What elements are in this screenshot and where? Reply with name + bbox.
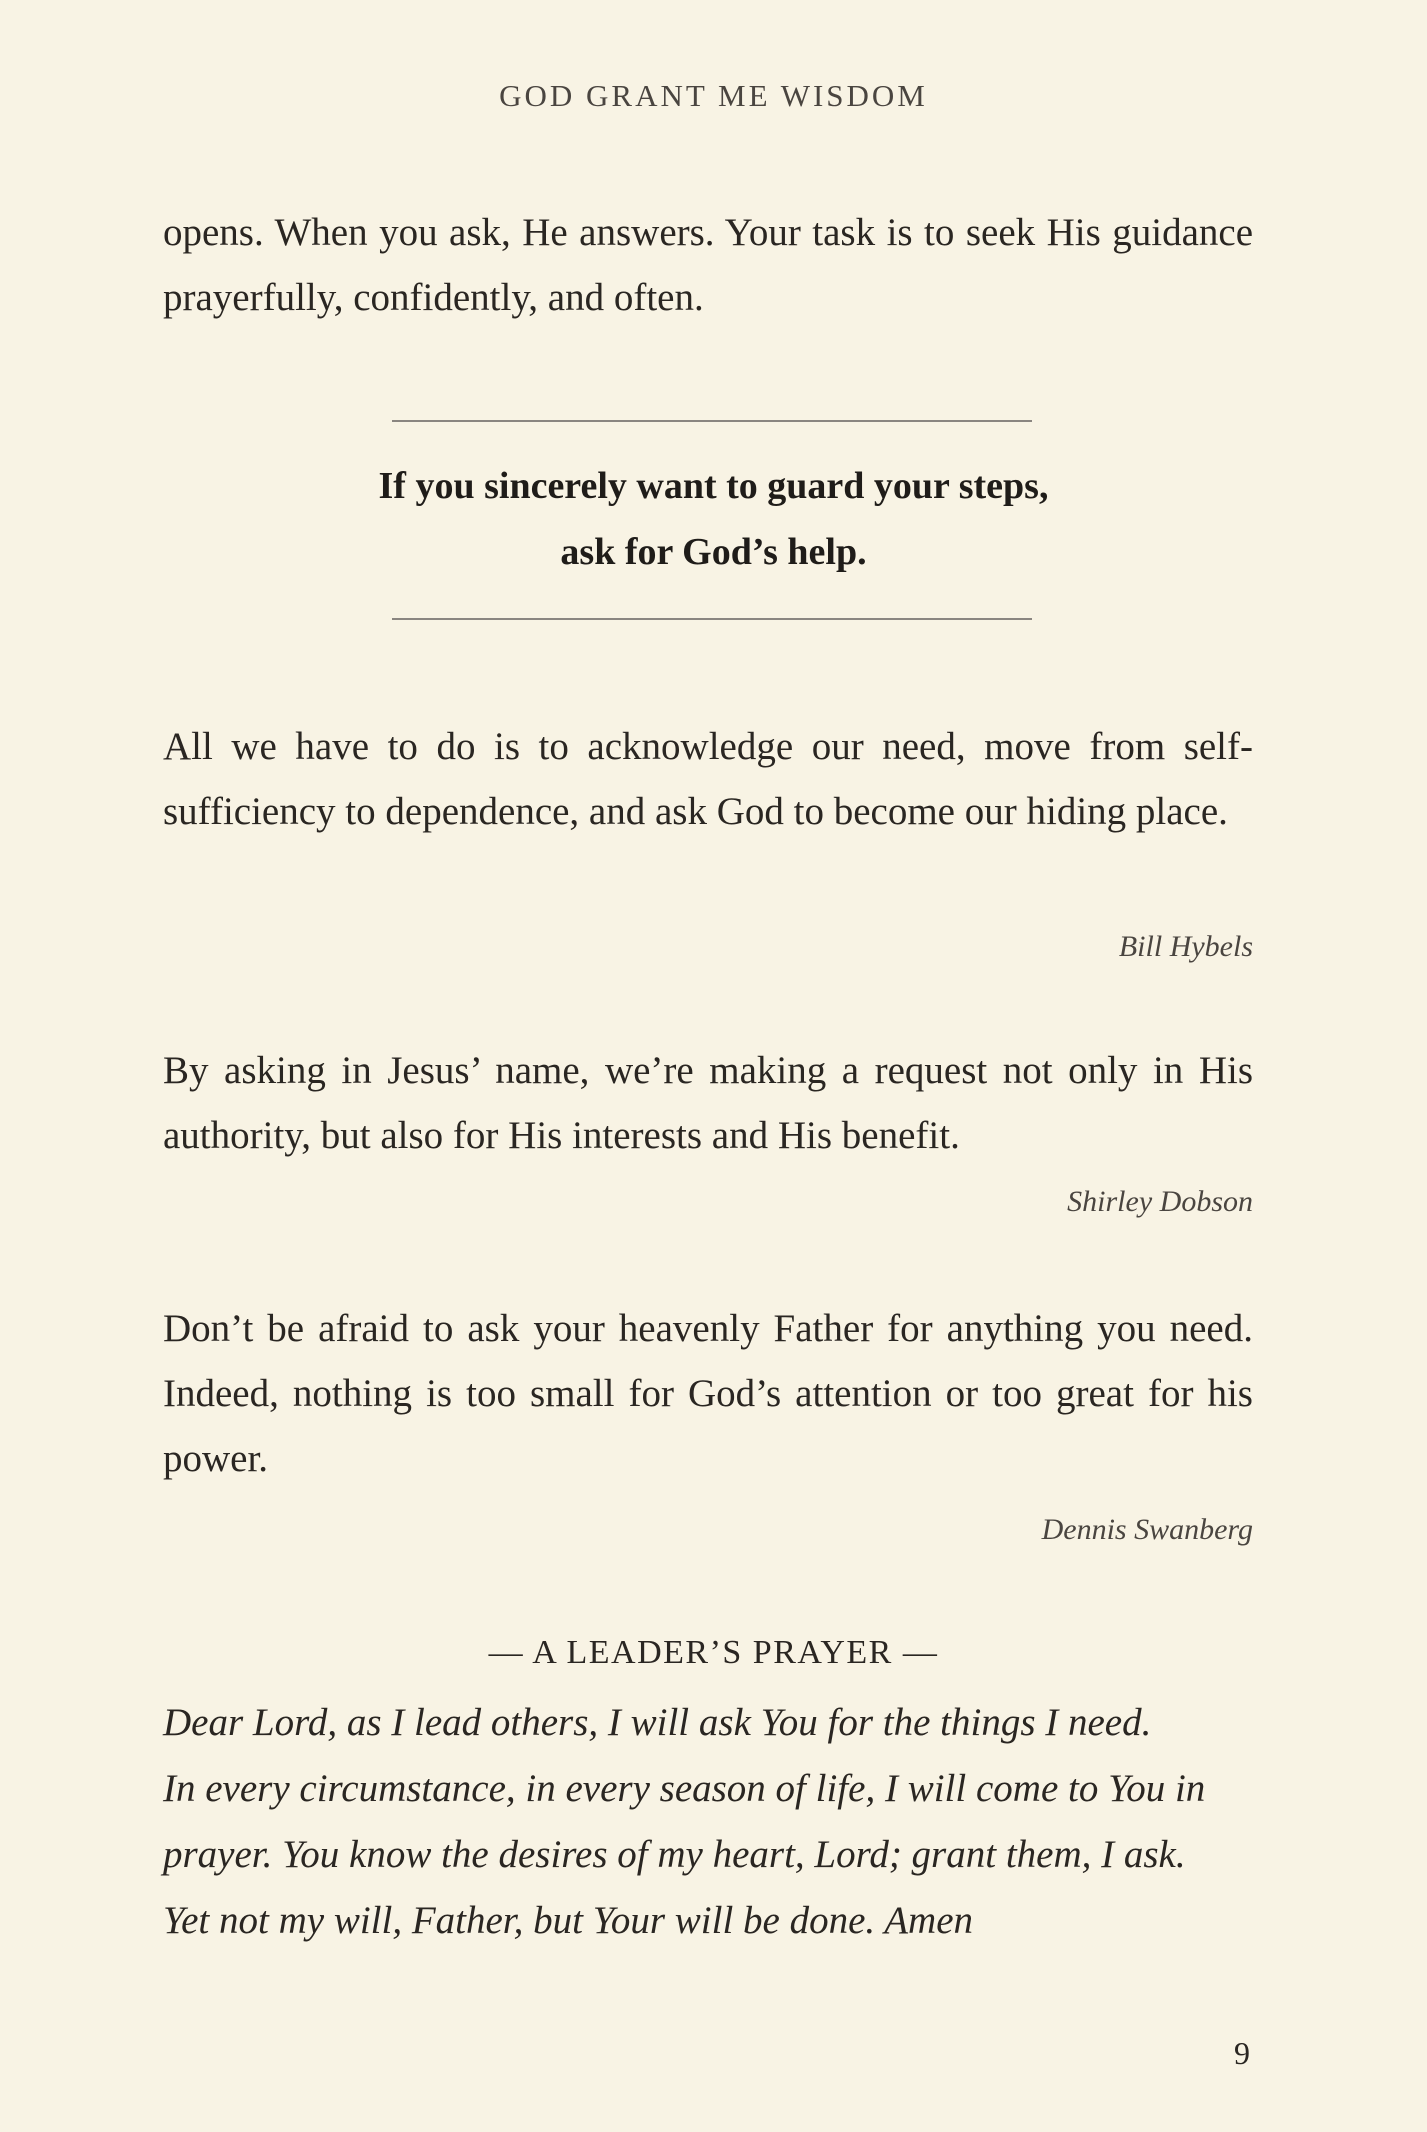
prayer-line: Yet not my will, Father, but Your will be done. Amen (163, 1899, 974, 1942)
prayer-text (163, 1690, 1253, 1954)
running-head: GOD GRANT ME WISDOM (499, 78, 928, 113)
page-number: 9 (1234, 2035, 1250, 2071)
callout-line-2: ask for God’s help. (560, 531, 867, 573)
quote-attribution: Bill Hybels (1118, 930, 1253, 963)
callout-top-rule (392, 420, 1032, 422)
quote-text: By asking in Jesus’ name, we’re making a request not only in His authority, but also for His interests and His benefit. (163, 1049, 1253, 1157)
callout-line-1: If you sincerely want to guard your steps, (378, 465, 1049, 507)
intro-paragraph: opens. When you ask, He answers. Your task is to seek His guidance prayerfully, confidently, and often. (163, 211, 1253, 319)
prayer-line: Dear Lord, as I lead others, I will ask You for the things I need. (163, 1701, 1152, 1744)
quote-attribution: Shirley Dobson (1067, 1185, 1253, 1218)
prayer-heading: — A LEADER’S PRAYER — (488, 1634, 939, 1671)
prayer-line: prayer. You know the desires of my heart, Lord; grant them, I ask. (163, 1833, 1186, 1876)
quote-text: Don’t be afraid to ask your heavenly Father for anything you need. Indeed, nothing is too small for God’s attention or too great for his power. (163, 1307, 1253, 1480)
quote-text: All we have to do is to acknowledge our need, move from self-sufficiency to dependence, and ask God to become our hiding place. (163, 725, 1253, 833)
callout-quote (0, 453, 1427, 585)
prayer-line: In every circumstance, in every season of life, I will come to You in (163, 1767, 1206, 1810)
quote-attribution: Dennis Swanberg (1041, 1513, 1253, 1546)
callout-bottom-rule (392, 618, 1032, 620)
